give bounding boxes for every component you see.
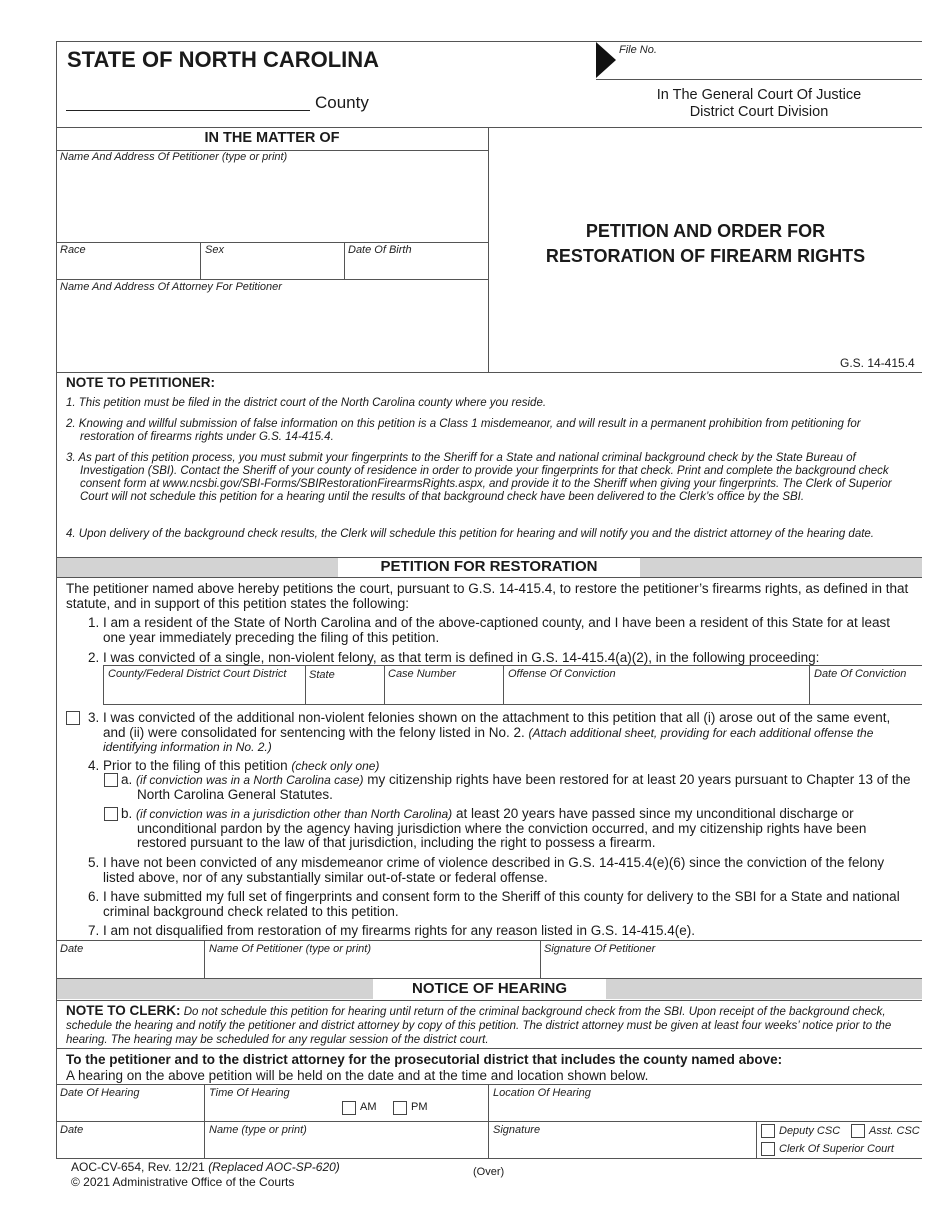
petitioner-name-label: Name And Address Of Petitioner (type or print) <box>60 151 288 163</box>
petitioner-name-field[interactable] <box>57 165 487 241</box>
file-no-line <box>596 79 922 80</box>
item-4a-checkbox[interactable] <box>104 773 118 787</box>
footer-form-no-line <box>71 1160 340 1175</box>
notice-address-line: To the petitioner and to the district attorney for the prosecutorial district that includes the county named above: <box>66 1052 783 1067</box>
sex-label: Sex <box>205 244 224 256</box>
conviction-table-bottom <box>103 704 922 705</box>
item-4a-prefix: a. <box>121 772 133 787</box>
petition-title: PETITION FOR RESTORATION <box>338 557 640 577</box>
clerk-signature-field[interactable] <box>489 1138 755 1157</box>
file-no-arrow-icon <box>596 42 616 78</box>
time-of-hearing-label: Time Of Hearing <box>209 1087 290 1099</box>
footer-form-no: AOC-CV-654, Rev. 12/21 <box>71 1160 205 1174</box>
clerk-name-label: Name (type or print) <box>209 1124 307 1136</box>
petition-item-5: 5. I have not been convicted of any misdemeanor crime of violence described in G.S. 14-415.4(e)(6) since the conviction of the felony listed above, nor of any substantially similar out-of-state or federal offense. <box>88 855 885 885</box>
form-title-line-1: PETITION AND ORDER FOR <box>585 221 826 241</box>
state-field[interactable] <box>306 682 383 703</box>
item-4a-note: (if conviction was in a North Carolina case) <box>136 773 364 787</box>
location-of-hearing-field[interactable] <box>489 1101 921 1119</box>
location-of-hearing-label: Location Of Hearing <box>493 1087 591 1099</box>
asst-csc-checkbox[interactable] <box>851 1124 865 1138</box>
race-label: Race <box>60 244 86 256</box>
dob-field[interactable] <box>345 256 487 278</box>
matter-title: IN THE MATTER OF <box>204 130 340 146</box>
rsd-top-line <box>56 242 488 243</box>
item-4a-text: my citizenship rights have been restored for at least 20 years pursuant to Chapter 13 of the North Carolina General Statutes. <box>137 772 911 802</box>
petitioner-name-sign-label: Name Of Petitioner (type or print) <box>209 943 372 955</box>
rsd-bottom-line <box>56 279 488 280</box>
date-of-hearing-field[interactable] <box>57 1101 203 1119</box>
item-4b-checkbox[interactable] <box>104 807 118 821</box>
note-item-3: 3. As part of this petition process, you must submit your fingerprints to the Sheriff for a State and national criminal background check by the State Bureau of Investigation (SBI). Contact the Sheriff of your county of residence in order to provide your fingerprints for that check. Print and complete the background check consent form at www.ncsbi.gov/SBI-Forms/SBIRestorationFirearmsRights.aspx, and provide it to the Sheriff when giving your fingerprints. The Clerk of Superior Court will not schedule this petition for a hearing until the results of that background check have been delivered to the Clerk’s office by the SBI. <box>66 452 892 503</box>
footer-copyright: © 2021 Administrative Office of the Courts <box>71 1175 295 1189</box>
clerk-sign-div <box>756 1121 757 1158</box>
note-item-4: 4. Upon delivery of the background check results, the Clerk will schedule this petition for hearing and will notify you and the district attorney of the hearing date. <box>66 528 875 540</box>
state-header: State <box>309 669 335 681</box>
footer-replaced: (Replaced AOC-SP-620) <box>208 1160 340 1174</box>
petitioner-signature-label: Signature Of Petitioner <box>544 943 656 955</box>
petition-item-2: 2. I was convicted of a single, non-violent felony, as that term is defined in G.S. 14-415.4(a)(2), in the following proceeding: <box>88 650 820 665</box>
footer-over: (Over) <box>473 1166 505 1178</box>
petition-item-6: 6. I have submitted my full set of fingerprints and consent form to the Sheriff of this county for delivery to the SBI for a State and national criminal background check related to this petition. <box>88 889 900 919</box>
clerk-sign-top <box>56 1121 922 1122</box>
clerk-signature-label: Signature <box>493 1124 541 1136</box>
item-3-text: 3. I was convicted of the additional non-violent felonies shown on the attachment to this petition that all (i) arose out of the same event, and (ii) were consolidated for sentencing with the felony listed in No. 2. <box>88 710 891 740</box>
time-of-hearing-field[interactable] <box>205 1101 341 1119</box>
petition-item-1: 1. I am a resident of the State of North Carolina and of the above-captioned county, and I have been a resident of this State for at least one year immediately preceding the filing of this petition. <box>88 615 890 645</box>
petitioner-signature-field[interactable] <box>541 957 921 977</box>
clerk-superior-checkbox[interactable] <box>761 1142 775 1156</box>
note-item-1: 1. This petition must be filed in the district court of the North Carolina county where you reside. <box>66 397 547 409</box>
form-title-line-2: RESTORATION OF FIREARM RIGHTS <box>545 246 866 266</box>
dob-label: Date Of Birth <box>348 244 412 256</box>
conviction-table-top <box>103 665 922 666</box>
file-no-label: File No. <box>619 44 657 56</box>
item-3-checkbox[interactable] <box>66 711 80 725</box>
asst-csc-label: Asst. CSC <box>869 1125 920 1137</box>
item-3-note: (Attach additional sheet, providing for each additional offense the identifying information in No. 2.) <box>103 725 874 754</box>
hearing-row-top <box>56 1084 922 1085</box>
deputy-csc-label: Deputy CSC <box>779 1125 841 1137</box>
clerk-note <box>66 1004 912 1047</box>
clerk-name-field[interactable] <box>205 1138 487 1157</box>
item-4b-note: (if conviction was in a jurisdiction other than North Carolina) <box>136 807 453 821</box>
date-conviction-field[interactable] <box>810 682 921 703</box>
race-field[interactable] <box>57 256 199 278</box>
am-label: AM <box>360 1101 377 1113</box>
offense-header: Offense Of Conviction <box>508 668 616 680</box>
county-district-header: County/Federal District Court District <box>108 668 287 680</box>
petitioner-sign-top <box>56 940 922 941</box>
notice-band-bottom <box>56 1000 922 1001</box>
note-title: NOTE TO PETITIONER: <box>66 375 216 390</box>
county-input[interactable] <box>66 110 310 111</box>
item-4b-prefix: b. <box>121 806 133 821</box>
note-item-2: 2. Knowing and willful submission of false information on this petition is a Class 1 misdemeanor, and will result in a permanent prohibition from petitioning for restoration of firearms rights under G.S. 14-415.4. <box>66 418 861 443</box>
notice-title: NOTICE OF HEARING <box>373 979 606 999</box>
petition-item-3 <box>88 711 908 755</box>
clerk-date-field[interactable] <box>57 1138 203 1157</box>
notice-hearing-text: A hearing on the above petition will be held on the date and at the time and location shown below. <box>66 1068 649 1083</box>
attorney-label: Name And Address Of Attorney For Petitioner <box>60 281 282 293</box>
clerk-note-bottom <box>56 1048 922 1049</box>
form-bottom-line <box>56 1158 922 1159</box>
petition-item-7: 7. I am not disqualified from restoration of my firearms rights for any reason listed in G.S. 14-415.4(e). <box>88 923 696 938</box>
am-checkbox[interactable] <box>342 1101 356 1115</box>
top-border <box>56 41 922 42</box>
attorney-field[interactable] <box>57 295 487 370</box>
date-of-hearing-label: Date Of Hearing <box>60 1087 140 1099</box>
matter-bottom-line <box>56 372 922 373</box>
form-title <box>489 219 922 269</box>
petitioner-date-label: Date <box>60 943 84 955</box>
petition-band-top <box>56 557 922 558</box>
petition-band-bottom <box>56 577 922 578</box>
clerk-date-label: Date <box>60 1124 84 1136</box>
sex-field[interactable] <box>201 256 343 278</box>
county-label: County <box>315 93 369 112</box>
pm-label: PM <box>411 1101 428 1113</box>
clerk-note-text: Do not schedule this petition for hearing until return of the criminal background check from the SBI. Upon receipt of the background check, schedule the hearing and notify the petitioner and district attorney by copy of this petition. The district attorney must be given at least four weeks’ notice prior to the hearing. The hearing may be scheduled for any regular session of the district court. <box>66 1006 892 1046</box>
case-number-header: Case Number <box>388 668 456 680</box>
petition-item-4a <box>121 773 911 802</box>
court-line-1: In The General Court Of Justice <box>656 87 862 103</box>
court-line-2: District Court Division <box>689 104 829 120</box>
deputy-csc-checkbox[interactable] <box>761 1124 775 1138</box>
court-designation <box>596 87 922 121</box>
header-divider <box>56 127 922 128</box>
item-4-note: (check only one) <box>291 759 380 773</box>
statute-reference: G.S. 14-415.4 <box>840 356 915 370</box>
footer-info <box>71 1160 340 1190</box>
petitioner-date-field[interactable] <box>57 957 203 977</box>
clerk-note-label: NOTE TO CLERK: <box>66 1003 181 1018</box>
item-4-text: 4. Prior to the filing of this petition <box>88 758 288 773</box>
offense-field[interactable] <box>504 682 808 703</box>
notice-band-top <box>56 978 922 979</box>
petition-intro: The petitioner named above hereby petitions the court, pursuant to G.S. 14-415.4, to restore the petitioner’s firearms rights, as defined in that statute, and in support of this petition states the following: <box>66 581 909 611</box>
petitioner-name-field[interactable] <box>205 957 539 977</box>
petition-item-4b <box>121 807 911 851</box>
pm-checkbox[interactable] <box>393 1101 407 1115</box>
state-title: STATE OF NORTH CAROLINA <box>67 47 380 72</box>
item-4b-text: at least 20 years have passed since my unconditional discharge or unconditional pardon by the agency having jurisdiction where the conviction occurred, and my citizenship rights have been restored pursuant to the law of that jurisdiction, including the right to possess a firearm. <box>137 806 867 850</box>
date-conviction-header: Date Of Conviction <box>814 668 907 680</box>
case-number-field[interactable] <box>385 682 502 703</box>
clerk-superior-label: Clerk Of Superior Court <box>779 1143 894 1155</box>
county-district-field[interactable] <box>104 682 304 703</box>
